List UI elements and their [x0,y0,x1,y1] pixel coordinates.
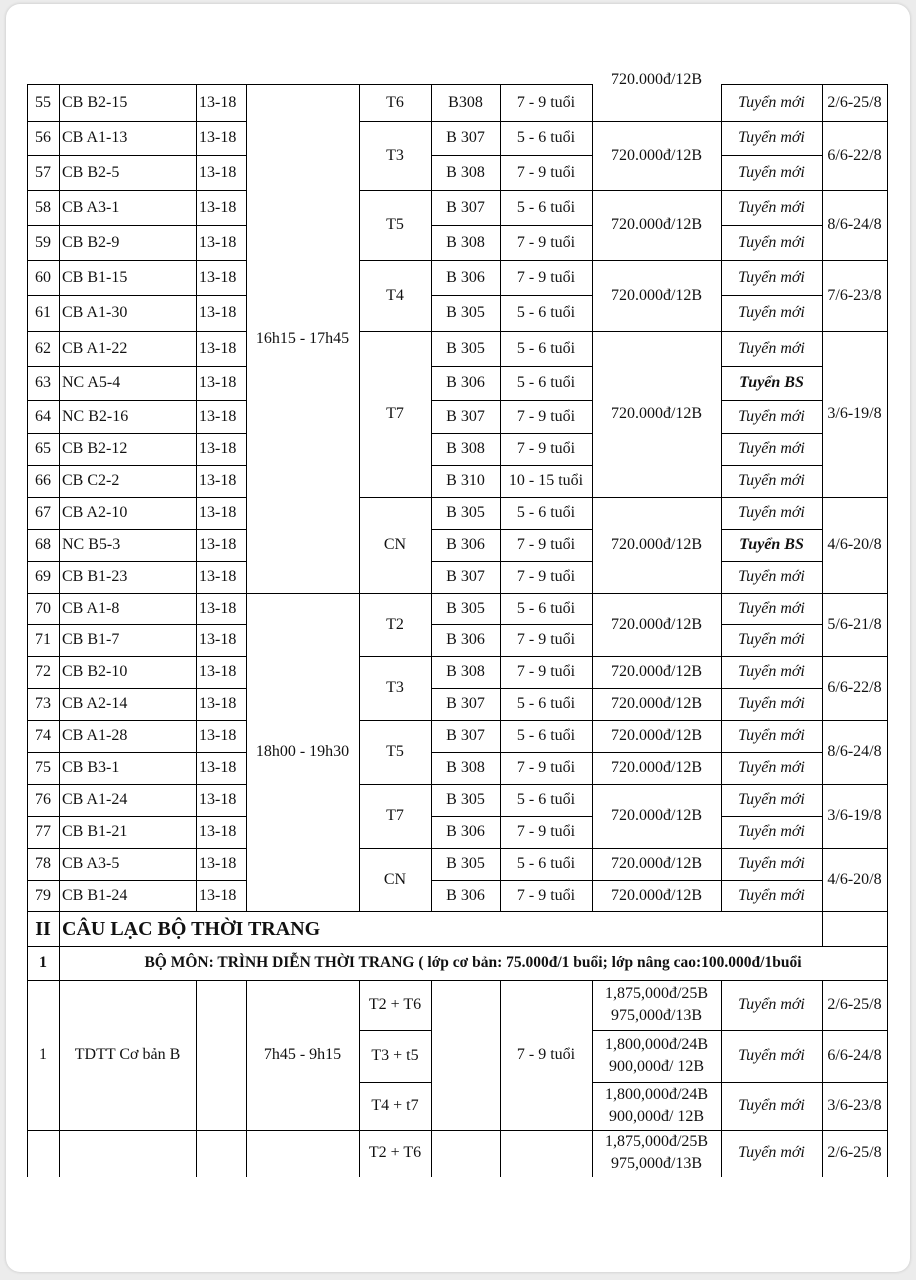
age-range: 13-18 [199,855,237,873]
enrollment-status: Tuyển mới [738,631,805,649]
weekday: T3 [386,146,404,164]
section-title: CÂU LẠC BỘ THỜI TRANG [62,917,321,940]
student-age: 10 - 15 tuổi [508,472,584,490]
class-code: CB A2-14 [62,695,128,713]
subject-number: 1 [39,954,47,972]
course-fee: 720.000đ/12B [610,216,703,234]
class-days: T3 + t5 [371,1047,419,1065]
room: B 305 [446,599,485,617]
student-age: 7 - 9 tuổi [516,407,576,425]
enrollment-status: Tuyển mới [738,599,805,617]
row-number: 70 [35,599,51,617]
student-age: 7 - 9 tuổi [516,886,576,904]
table-rule [887,84,888,912]
enrollment-status: Tuyển mới [738,1047,805,1065]
fee-full: 1,875,000đ/25B [604,985,709,1003]
student-age: 7 - 9 tuổi [516,631,576,649]
age-range: 13-18 [199,129,237,147]
date-range: 4/6-20/8 [827,536,882,554]
enrollment-status: Tuyển mới [738,568,805,586]
age-range: 13-18 [199,631,237,649]
enrollment-status: Tuyển mới [738,1097,805,1115]
weekday: CN [383,870,407,888]
room: B 306 [446,886,485,904]
table-rule [822,911,823,947]
weekday: T7 [386,405,404,423]
class-code: CB B1-21 [62,823,128,841]
fee-half: 900,000đ/ 12B [608,1058,705,1075]
enrollment-status: Tuyển mới [738,163,805,181]
age-range: 13-18 [199,695,237,713]
room: B 307 [446,407,485,425]
row-number: 69 [35,568,51,586]
enrollment-status: Tuyển mới [738,472,805,490]
class-code: NC A5-4 [62,374,121,392]
course-fee: 720.000đ/12B [610,855,703,873]
weekday: T7 [386,807,404,825]
row-number: 74 [35,727,51,745]
class-code: CB B2-15 [62,93,128,111]
class-code: NC B5-3 [62,536,121,554]
age-range: 13-18 [199,339,237,357]
date-range: 3/6-23/8 [827,1097,882,1115]
student-age: 7 - 9 tuổi [516,536,576,554]
room: B 307 [446,568,485,586]
student-age: 5 - 6 tuổi [516,304,576,322]
class-code: CB A1-24 [62,791,128,809]
date-range: 2/6-25/8 [827,996,882,1014]
section-roman: II [35,917,51,940]
class-fee [592,1030,721,1082]
row-number: 77 [35,823,51,841]
class-fee [592,1082,721,1130]
student-age: 5 - 6 tuổi [516,791,576,809]
row-number: 65 [35,440,51,458]
class-time: 7h45 - 9h15 [263,1046,342,1064]
row-number: 66 [35,472,51,490]
age-range: 13-18 [199,886,237,904]
weekday: T2 [386,615,404,633]
class-fee [592,980,721,1030]
room: B 305 [446,504,485,522]
class-code: CB B1-7 [62,631,120,649]
student-age: 7 - 9 tuổi [516,823,576,841]
course-fee: 720.000đ/12B [610,759,703,777]
enrollment-status: Tuyển mới [738,727,805,745]
room: B 308 [446,233,485,251]
weekday: CN [383,536,407,554]
row-number: 57 [35,163,51,181]
student-age: 7 - 9 tuổi [516,663,576,681]
row-number: 59 [35,233,51,251]
age-range: 13-18 [199,233,237,251]
age-range: 13-18 [199,198,237,216]
class-code: CB A1-22 [62,339,128,357]
row-number: 67 [35,504,51,522]
course-fee: 720.000đ/12B [610,695,703,713]
age-range: 13-18 [199,472,237,490]
student-age: 7 - 9 tuổi [516,268,576,286]
course-fee: 720.000đ/12B [610,886,703,904]
room: B 305 [446,855,485,873]
age-range: 13-18 [199,504,237,522]
enrollment-status: Tuyển mới [738,886,805,904]
room: B 308 [446,759,485,777]
row-number: 60 [35,268,51,286]
class-code: CB B2-9 [62,233,120,251]
table-rule [887,980,888,1177]
fee-full: 1,800,000đ/24B [604,1086,709,1104]
class-code: CB B1-23 [62,568,128,586]
age-range: 13-18 [199,93,237,111]
enrollment-status: Tuyển mới [738,268,805,286]
class-code: CB C2-2 [62,472,120,490]
class-code: CB B2-5 [62,163,120,181]
date-range: 8/6-24/8 [827,216,882,234]
row-number: 72 [35,663,51,681]
weekday: T5 [386,743,404,761]
class-code: CB A3-1 [62,198,120,216]
enrollment-status: Tuyển mới [738,695,805,713]
date-range: 2/6-25/8 [827,93,882,111]
student-age: 7 - 9 tuổi [516,233,576,251]
room: B308 [448,93,483,111]
room: B 308 [446,440,485,458]
age-range: 13-18 [199,536,237,554]
room: B 308 [446,663,485,681]
enrollment-status: Tuyển mới [738,1144,805,1162]
room: B 306 [446,268,485,286]
room: B 310 [446,472,485,490]
enrollment-status: Tuyển mới [738,339,805,357]
age-range: 13-18 [199,727,237,745]
age-range: 13-18 [199,440,237,458]
class-code: CB B2-10 [62,663,128,681]
class-days: T2 + T6 [368,996,422,1014]
course-fee: 720.000đ/12B [610,146,703,164]
weekday: T3 [386,679,404,697]
class-code: CB B2-12 [62,440,128,458]
class-code: CB A3-5 [62,855,120,873]
course-fee: 720.000đ/12B [610,663,703,681]
age-range: 13-18 [199,304,237,322]
time-slot: 16h15 - 17h45 [255,329,350,347]
class-code: CB A1-30 [62,304,128,322]
row-number: 56 [35,129,51,147]
student-age: 5 - 6 tuổi [516,339,576,357]
course-fee: 720.000đ/12B [610,615,703,633]
room: B 307 [446,198,485,216]
student-age: 7 - 9 tuổi [516,163,576,181]
student-age: 5 - 6 tuổi [516,374,576,392]
course-fee: 720.000đ/12B [610,536,703,554]
student-age: 5 - 6 tuổi [516,855,576,873]
weekday: T6 [386,93,404,111]
document-sheet [6,4,910,1272]
date-range: 3/6-19/8 [827,405,882,423]
subject-title: BỘ MÔN: TRÌNH DIỄN THỜI TRANG ( lớp cơ bản: 75.000đ/1 buổi; lớp nâng cao:100.000đ/1buổi [144,953,802,971]
fee-full: 1,875,000đ/25B [604,1133,709,1151]
room: B 305 [446,791,485,809]
age-range: 13-18 [199,163,237,181]
age-range: 13-18 [199,663,237,681]
room: B 307 [446,727,485,745]
class-code: CB A1-8 [62,599,120,617]
weekday: T5 [386,216,404,234]
course-fee: 720.000đ/12B [610,286,703,304]
date-range: 6/6-24/8 [827,1047,882,1065]
room: B 306 [446,631,485,649]
age-range: 13-18 [199,823,237,841]
class-code: CB A2-10 [62,504,128,522]
course-fee: 720.000đ/12B [610,807,703,825]
enrollment-status: Tuyển mới [738,440,805,458]
enrollment-status: Tuyển mới [738,129,805,147]
enrollment-status: Tuyển mới [738,93,805,111]
row-number: 79 [35,886,51,904]
age-range: 13-18 [199,407,237,425]
class-name: TDTT Cơ bản B [74,1046,181,1064]
room: B 305 [446,304,485,322]
class-code: CB B3-1 [62,759,120,777]
enrollment-status: Tuyển mới [738,759,805,777]
enrollment-status: Tuyển mới [738,504,805,522]
student-age: 7 - 9 tuổi [516,93,576,111]
row-number: 71 [35,631,51,649]
row-number: 55 [35,93,51,111]
table-rule [431,980,432,1177]
student-age: 5 - 6 tuổi [516,198,576,216]
class-code: CB A1-28 [62,727,128,745]
age-range: 13-18 [199,268,237,286]
student-age: 5 - 6 tuổi [516,599,576,617]
class-code: CB A1-13 [62,129,128,147]
fee-full: 1,800,000đ/24B [604,1036,709,1054]
room: B 305 [446,339,485,357]
room: B 307 [446,129,485,147]
age-range: 13-18 [199,568,237,586]
row-number: 75 [35,759,51,777]
fee-half: 900,000đ/ 12B [608,1108,705,1125]
enrollment-status: Tuyển mới [738,304,805,322]
student-age: 7 - 9 tuổi [516,568,576,586]
date-range: 4/6-20/8 [827,870,882,888]
weekday: T4 [386,286,404,304]
row-number: 58 [35,198,51,216]
student-age: 5 - 6 tuổi [516,727,576,745]
date-range: 8/6-24/8 [827,743,882,761]
date-range: 7/6-23/8 [827,286,882,304]
row-number: 62 [35,339,51,357]
age-range: 13-18 [199,791,237,809]
room: B 306 [446,823,485,841]
date-range: 5/6-21/8 [827,615,882,633]
row-number: 61 [35,304,51,322]
class-days: T4 + t7 [371,1097,419,1115]
enrollment-status: Tuyển BS [739,374,804,392]
row-number: 63 [35,374,51,392]
class-code: CB B1-15 [62,268,128,286]
table-rule [196,980,197,1177]
enrollment-status: Tuyển mới [738,198,805,216]
room: B 308 [446,163,485,181]
enrollment-status: Tuyển mới [738,791,805,809]
enrollment-status: Tuyển mới [738,823,805,841]
date-range: 6/6-22/8 [827,679,882,697]
date-range: 2/6-25/8 [827,1144,882,1162]
enrollment-status: Tuyển BS [739,536,804,554]
row-number: 68 [35,536,51,554]
class-code: NC B2-16 [62,407,129,425]
room: B 306 [446,374,485,392]
room: B 306 [446,536,485,554]
enrollment-status: Tuyển mới [738,233,805,251]
date-range: 6/6-22/8 [827,146,882,164]
fee-half: 975,000đ/13B [610,1155,703,1172]
age-range: 13-18 [199,374,237,392]
student-age: 7 - 9 tuổi [516,759,576,777]
room: B 307 [446,695,485,713]
row-number: 76 [35,791,51,809]
age-range: 13-18 [199,759,237,777]
student-age: 5 - 6 tuổi [516,129,576,147]
age-range: 13-18 [199,599,237,617]
enrollment-status: Tuyển mới [738,996,805,1014]
course-fee: 720.000đ/12B [610,405,703,423]
class-code: CB B1-24 [62,886,128,904]
class-age: 7 - 9 tuổi [516,1046,576,1064]
class-number: 1 [39,1046,47,1064]
enrollment-status: Tuyển mới [738,407,805,425]
row-number: 78 [35,855,51,873]
class-days: T2 + T6 [368,1144,422,1162]
course-fee: 720.000đ/12B [610,727,703,745]
student-age: 5 - 6 tuổi [516,504,576,522]
student-age: 5 - 6 tuổi [516,695,576,713]
row-number: 64 [35,407,51,425]
enrollment-status: Tuyển mới [738,855,805,873]
class-fee [592,1130,721,1176]
student-age: 7 - 9 tuổi [516,440,576,458]
date-range: 3/6-19/8 [827,807,882,825]
time-slot: 18h00 - 19h30 [255,743,350,761]
fee-cutoff: 720.000đ/12B [610,71,703,89]
enrollment-status: Tuyển mới [738,663,805,681]
row-number: 73 [35,695,51,713]
fee-half: 975,000đ/13B [610,1007,703,1024]
